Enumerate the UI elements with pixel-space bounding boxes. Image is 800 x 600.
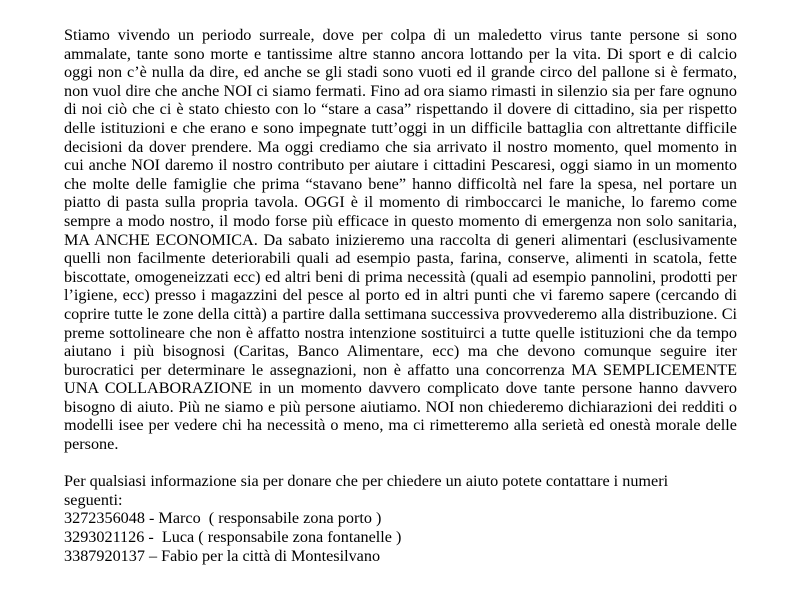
contact-block: [64, 472, 737, 565]
paragraph-spacer: [64, 454, 737, 473]
contact-entry-luca: 3293021126 - Luca ( responsabile zona fontanelle ): [64, 528, 402, 547]
contact-intro-line-2: seguenti:: [64, 490, 123, 509]
contact-intro-line-1: Per qualsiasi informazione sia per donare che per chiedere un aiuto potete contattare i numeri: [64, 472, 669, 491]
document-body: [64, 26, 737, 565]
contact-entry-marco: 3272356048 - Marco ( responsabile zona porto ): [64, 509, 382, 528]
contact-entry-fabio: 3387920137 – Fabio per la città di Montesilvano: [64, 546, 381, 565]
main-paragraph: Stiamo vivendo un periodo surreale, dove per colpa di un maledetto virus tante persone si sono ammalate, tante sono morte e tantissime altre stanno ancora lottando per la vita. Di sport e di calcio oggi non c’è nulla da dire, ed anche se gli stadi sono vuoti ed il grande circo del pallone si è fermato, non vuol dire che anche NOI ci siamo fermati. Fino ad ora siamo rimasti in silenzio sia per fare ognuno di noi ciò che ci è stato chiesto con lo “stare a casa” rispettando il dovere di cittadino, sia per rispetto delle istituzioni e che erano e sono impegnate tutt’oggi in un difficile battaglia con altrettante difficile decisioni da dover prendere. Ma oggi crediamo che sia arrivato il nostro momento, quel momento in cui anche NOI daremo il nostro contributo per aiutare i cittadini Pescaresi, oggi siamo in un momento che molte delle famiglie che prima “stavano bene” hanno difficoltà nel fare la spesa, nel portare un piatto di pasta sulla propria tavola. OGGI è il momento di rimboccarci le maniche, lo faremo come sempre a modo nostro, il modo forse più efficace in questo momento di emergenza non solo sanitaria, MA ANCHE ECONOMICA. Da sabato inizieremo una raccolta di generi alimentari (esclusivamente quelli non facilmente deteriorabili quali ad esempio pasta, farina, conserve, alimenti in scatola, fette biscottate, omogeneizzati ecc) ed altri beni di prima necessità (quali ad esempio pannolini, prodotti per l’igiene, ecc) presso i magazzini del pesce al porto ed in altri punti che vi faremo sapere (cercando di coprire tutte le zone della città) a partire dalla settimana successiva provvederemo alla distribuzione. Ci preme sottolineare che non è affatto nostra intenzione sostituirci a tutte quelle istituzioni che da tempo aiutano i più bisognosi (Caritas, Banco Alimentare, ecc) ma che devono comunque seguire iter burocratici per determinare le assegnazioni, non è affatto una concorrenza MA SEMPLICEMENTE UNA COLLABORAZIONE in un momento davvero complicato dove tante persone hanno davvero bisogno di aiuto. Più ne siamo e più persone aiutiamo. NOI non chiederemo dichiarazioni dei redditi o modelli isee per vedere chi ha necessità o meno, ma ci rimetteremo alla serietà ed onestà morale delle persone.: [64, 26, 737, 454]
